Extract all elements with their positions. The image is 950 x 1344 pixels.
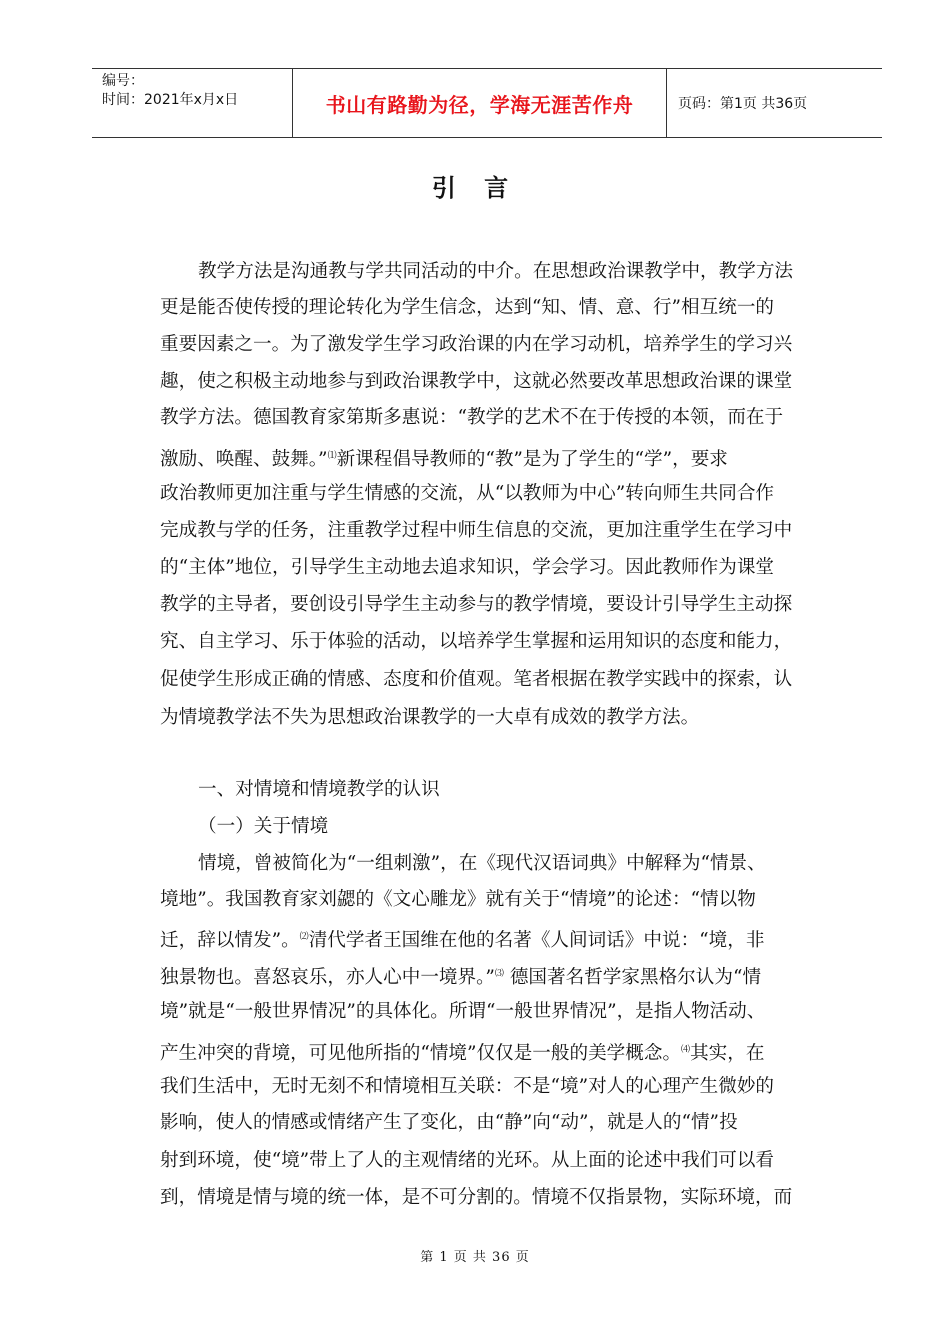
- text-segment: 到，情境是情与境的统一体，是不可分割的。情境不仅指景物，实际环境，而: [160, 1187, 793, 1208]
- page-info: 页码：第1页 共36页: [678, 96, 808, 112]
- text-segment: 新课程倡导教师的“教”是为了学生的“学”，要求: [336, 449, 728, 470]
- footnote-marker: ⑶: [494, 969, 504, 979]
- text-segment: 射到环境，使“境”带上了人的主观情绪的光环。从上面的论述中我们可以看: [160, 1150, 775, 1171]
- text-line: [160, 1148, 774, 1174]
- text-segment: （一）关于情境: [198, 816, 329, 837]
- text-segment: 我们生活中，无时无刻不和情境相互关联：不是“境”对人的心理产生微妙的: [160, 1076, 775, 1097]
- text-line: [160, 705, 699, 731]
- text-segment: 独景物也。喜怒哀乐，亦人心中一境界。”: [160, 967, 495, 988]
- header-page-cell: [666, 69, 882, 137]
- text-segment: 政治教师更加注重与学生情感的交流，从“以教师为中心”转向师生共同合作: [160, 483, 775, 504]
- text-line: [160, 1185, 792, 1211]
- motto: 书山有路勤为径，学海无涯苦作舟: [325, 92, 634, 117]
- header-info: [92, 69, 292, 137]
- text-line: [160, 1074, 774, 1100]
- text-segment: 教学方法。德国教育家第斯多惠说：“教学的艺术不在于传授的本领，而在于: [160, 407, 784, 428]
- text-segment: 教学方法是沟通教与学共同活动的中介。在思想政治课教学中，教学方法: [198, 261, 794, 282]
- text-segment: 完成教与学的任务，注重教学过程中师生信息的交流，更加注重学生在学习中: [160, 520, 793, 541]
- text-line: [160, 369, 792, 395]
- page-footer: 第 1 页 共 36 页: [420, 1250, 530, 1265]
- document-title: 引 言: [431, 174, 519, 202]
- text-line: [198, 814, 328, 840]
- time-label: 时间：2021年x月x日: [102, 92, 239, 108]
- text-segment: 清代学者王国维在他的名著《人间词话》中说：“境，非: [308, 930, 765, 951]
- page-header: [92, 68, 882, 138]
- text-segment: 究、自主学习、乐于体验的活动，以培养学生掌握和运用知识的态度和能力，: [160, 631, 793, 652]
- text-line: [160, 961, 761, 991]
- text-segment: 为情境教学法不失为思想政治课教学的一大卓有成效的教学方法。: [160, 707, 700, 728]
- text-segment: 趣，使之积极主动地参与到政治课教学中，这就必然要改革思想政治课的课堂: [160, 371, 793, 392]
- text-line: [160, 332, 792, 358]
- text-line: [160, 405, 783, 431]
- footnote-marker: ⑴: [327, 451, 337, 461]
- text-segment: 其实，在: [690, 1043, 765, 1064]
- header-motto-cell: [292, 69, 667, 137]
- text-line: [160, 999, 765, 1025]
- text-segment: 产生冲突的背境，可见他所指的“情境”仅仅是一般的美学概念。: [160, 1043, 682, 1064]
- text-segment: 的“主体”地位，引导学生主动地去追求知识，学会学习。因此教师作为课堂: [160, 557, 775, 578]
- text-segment: 促使学生形成正确的情感、态度和价值观。笔者根据在教学实践中的探索，认: [160, 669, 793, 690]
- text-line: [160, 1037, 764, 1067]
- text-line: [160, 555, 774, 581]
- text-segment: 教学的主导者，要创设引导学生主动参与的教学情境，要设计引导学生主动探: [160, 594, 793, 615]
- text-line: [160, 887, 756, 913]
- text-segment: 激励、唤醒、鼓舞。”: [160, 449, 328, 470]
- text-segment: 重要因素之一。为了激发学生学习政治课的内在学习动机，培养学生的学习兴: [160, 334, 793, 355]
- text-line: [198, 851, 766, 877]
- text-segment: 德国著名哲学家黑格尔认为“情: [503, 967, 762, 988]
- text-segment: 情境，曾被简化为“一组刺激”，在《现代汉语词典》中解释为“情景、: [198, 853, 766, 874]
- text-line: [160, 592, 792, 618]
- text-segment: 迁，辞以情发”。: [160, 930, 300, 951]
- footnote-marker: ⑷: [681, 1045, 691, 1055]
- text-line: [160, 924, 764, 954]
- footnote-marker: ⑵: [299, 932, 309, 942]
- text-line: [160, 1110, 738, 1136]
- number-label: 编号：: [102, 73, 144, 89]
- text-line: [160, 518, 792, 544]
- text-line: [160, 667, 792, 693]
- text-line: [198, 777, 440, 803]
- text-segment: 境”就是“一般世界情况”的具体化。所谓“一般世界情况”，是指人物活动、: [160, 1001, 766, 1022]
- text-line: [160, 295, 774, 321]
- text-line: [160, 481, 774, 507]
- text-line: [160, 443, 728, 473]
- text-segment: 更是能否使传授的理论转化为学生信念，达到“知、情、意、行”相互统一的: [160, 297, 775, 318]
- text-segment: 境地”。我国教育家刘勰的《文心雕龙》就有关于“情境”的论述：“情以物: [160, 889, 756, 910]
- text-line: [160, 629, 792, 655]
- text-segment: 一、对情境和情境教学的认识: [198, 779, 440, 800]
- text-line: [198, 259, 793, 285]
- text-segment: 影响，使人的情感或情绪产生了变化，由“静”向“动”，就是人的“情”投: [160, 1112, 738, 1133]
